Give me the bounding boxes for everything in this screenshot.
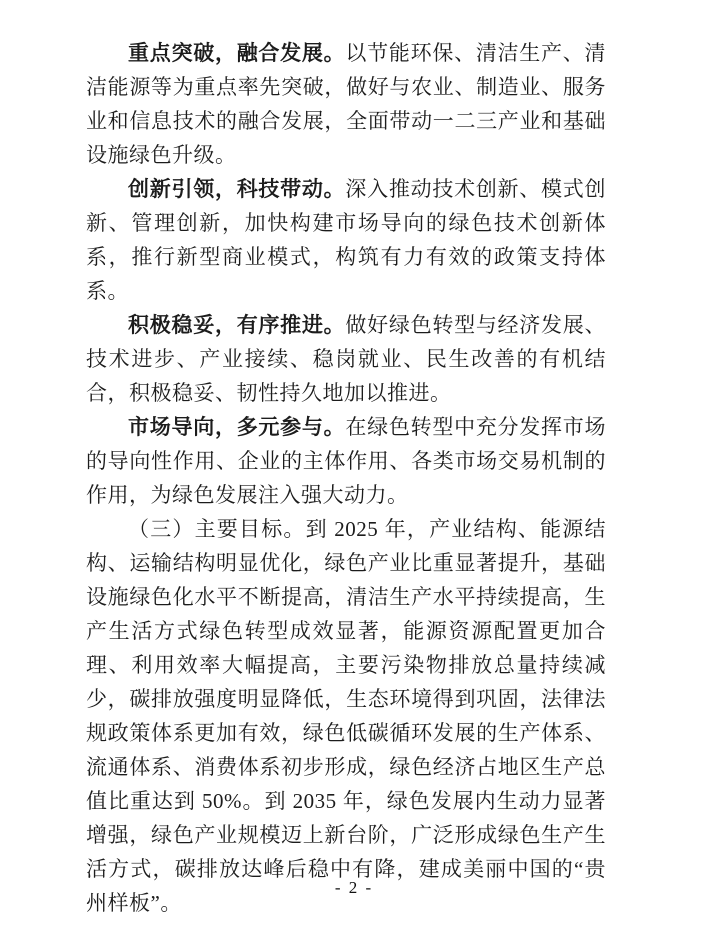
- paragraph: [86, 36, 606, 172]
- paragraph-lead: 重点突破，融合发展。: [128, 41, 346, 65]
- paragraph: [86, 172, 606, 308]
- paragraph: [86, 512, 606, 920]
- paragraph-body: 深入推动技术创新、模式创新、管理创新，加快构建市场导向的绿色技术创新体系，推行新型商业模式，构筑有力有效的政策支持体系。: [86, 177, 607, 303]
- document-content: [86, 36, 606, 920]
- paragraph-lead: （三）主要目标。: [128, 517, 306, 541]
- paragraph-lead: 积极稳妥，有序推进。: [128, 313, 346, 337]
- paragraph: [86, 410, 606, 512]
- paragraph: [86, 308, 606, 410]
- paragraph-lead: 创新引领，科技带动。: [128, 177, 346, 201]
- page-footer: [0, 874, 708, 902]
- paragraph-body: 做好绿色转型与经济发展、技术进步、产业接续、稳岗就业、民生改善的有机结合，积极稳妥、韧性持久地加以推进。: [86, 313, 607, 405]
- paragraph-body: 以节能环保、清洁生产、清洁能源等为重点率先突破，做好与农业、制造业、服务业和信息技术的融合发展，全面带动一二三产业和基础设施绿色升级。: [86, 41, 607, 167]
- page-number: - 2 -: [334, 878, 374, 897]
- paragraph-body: 到 2025 年，产业结构、能源结构、运输结构明显优化，绿色产业比重显著提升，基础设施绿色化水平不断提高，清洁生产水平持续提高，生产生活方式绿色转型成效显著，能源资源配置更加合理、利用效率大幅提高，主要污染物排放总量持续减少，碳排放强度明显降低，生态环境得到巩固，法律法规政策体系更加有效，绿色低碳循环发展的生产体系、流通体系、消费体系初步形成，绿色经济占地区生产总值比重达到 50%。到 2035 年，绿色发展内生动力显著增强，绿色产业规模迈上新台阶，广泛形成绿色生产生活方式，碳排放达峰后稳中有降，建成美丽中国的“贵州样板”。: [86, 517, 607, 915]
- paragraph-body: 在绿色转型中充分发挥市场的导向性作用、企业的主体作用、各类市场交易机制的作用，为绿色发展注入强大动力。: [86, 415, 607, 507]
- paragraph-lead: 市场导向，多元参与。: [128, 415, 346, 439]
